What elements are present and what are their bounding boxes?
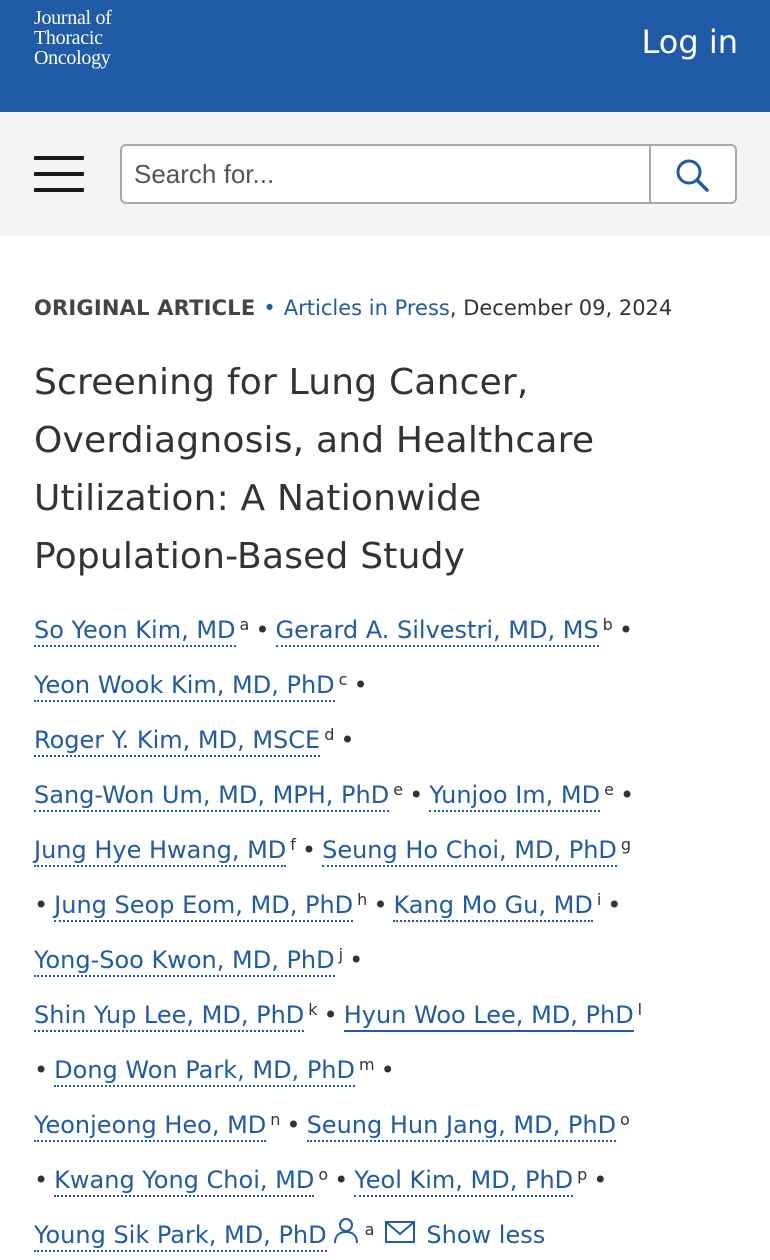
author-link[interactable]: Seung Hun Jang, MD, PhD bbox=[307, 1111, 616, 1142]
author-line bbox=[34, 600, 746, 655]
affiliation-marker[interactable]: j bbox=[338, 945, 344, 964]
author-separator: • bbox=[349, 946, 364, 974]
author-line bbox=[34, 765, 746, 820]
author-link[interactable]: Sang-Won Um, MD, MPH, PhD bbox=[34, 781, 389, 812]
title-line: Population-Based Study bbox=[34, 536, 466, 577]
author-line bbox=[34, 985, 746, 1040]
affiliation-marker[interactable]: o bbox=[620, 1110, 630, 1129]
author-separator: • bbox=[301, 836, 317, 864]
author-line bbox=[34, 1205, 746, 1260]
author-separator: • bbox=[618, 616, 633, 644]
affiliation-marker[interactable]: f bbox=[290, 835, 296, 854]
author-link[interactable]: Roger Y. Kim, MD, MSCE bbox=[34, 726, 320, 757]
author-link[interactable]: Seung Ho Choi, MD, PhD bbox=[322, 836, 617, 867]
title-line: Screening for Lung Cancer, bbox=[34, 362, 529, 403]
author-link[interactable]: Shin Yup Lee, MD, PhD bbox=[34, 1001, 304, 1032]
author-link[interactable]: Yeol Kim, MD, PhD bbox=[354, 1166, 573, 1197]
author-line bbox=[34, 820, 746, 875]
search-box bbox=[120, 144, 737, 204]
author-separator: • bbox=[607, 891, 622, 919]
author-link[interactable]: Yeon Wook Kim, MD, PhD bbox=[34, 671, 335, 702]
article-title bbox=[34, 354, 734, 586]
author-link[interactable]: Hyun Woo Lee, MD, PhD bbox=[344, 1001, 634, 1032]
author-separator: • bbox=[34, 1166, 49, 1194]
affiliation-marker[interactable]: e bbox=[604, 780, 614, 799]
author-separator: • bbox=[619, 781, 635, 809]
author-link[interactable]: Yong-Soo Kwon, MD, PhD bbox=[34, 946, 335, 977]
affiliation-marker[interactable]: e bbox=[393, 780, 404, 799]
author-line bbox=[34, 710, 746, 765]
search-input[interactable] bbox=[122, 146, 649, 202]
person-icon[interactable] bbox=[331, 1215, 361, 1245]
logo-line-1: Journal of bbox=[34, 7, 112, 29]
author-link[interactable]: Yeonjeong Heo, MD bbox=[34, 1111, 266, 1142]
logo-line-2: Thoracic bbox=[34, 27, 103, 49]
affiliation-marker[interactable]: d bbox=[324, 725, 335, 744]
author-separator: • bbox=[409, 781, 424, 809]
affiliation-marker[interactable]: m bbox=[358, 1055, 375, 1074]
top-header bbox=[0, 0, 770, 112]
search-button[interactable] bbox=[649, 146, 735, 202]
author-line bbox=[34, 1095, 746, 1150]
affiliation-marker[interactable]: c bbox=[338, 670, 348, 689]
show-less-link[interactable]: Show less bbox=[426, 1221, 546, 1249]
author-separator: • bbox=[593, 1166, 608, 1194]
author-separator: • bbox=[323, 1001, 338, 1029]
affiliation-marker[interactable]: i bbox=[596, 890, 602, 909]
author-link[interactable]: Jung Seop Eom, MD, PhD bbox=[54, 891, 353, 922]
author-separator: • bbox=[34, 891, 49, 919]
journal-logo[interactable] bbox=[34, 8, 112, 68]
author-separator: • bbox=[340, 726, 355, 754]
author-separator: • bbox=[255, 616, 270, 644]
author-link[interactable]: Yunjoo Im, MD bbox=[429, 781, 600, 812]
author-link[interactable]: Jung Hye Hwang, MD bbox=[34, 836, 286, 867]
author-separator: • bbox=[380, 1056, 395, 1084]
article-meta bbox=[34, 293, 744, 323]
affiliation-marker[interactable]: h bbox=[357, 890, 368, 909]
article-type: ORIGINAL ARTICLE bbox=[34, 296, 256, 320]
articles-in-press-link[interactable]: Articles in Press bbox=[283, 296, 450, 320]
affiliation-marker[interactable]: a bbox=[239, 615, 250, 634]
author-link[interactable]: Dong Won Park, MD, PhD bbox=[54, 1056, 355, 1087]
author-line bbox=[34, 875, 746, 930]
author-separator: • bbox=[34, 1056, 49, 1084]
author-line bbox=[34, 655, 746, 710]
article-date: , December 09, 2024 bbox=[449, 296, 673, 320]
affiliation-marker[interactable]: g bbox=[620, 835, 632, 854]
meta-separator: • bbox=[263, 296, 276, 320]
affiliation-marker[interactable]: n bbox=[270, 1110, 281, 1129]
title-line: Overdiagnosis, and Healthcare bbox=[34, 420, 595, 461]
author-link[interactable]: Gerard A. Silvestri, MD, MS bbox=[276, 616, 599, 647]
logo-line-3: Oncology bbox=[34, 47, 111, 69]
affiliation-marker[interactable]: a bbox=[364, 1220, 375, 1239]
login-link[interactable]: Log in bbox=[641, 23, 738, 61]
hamburger-menu-icon[interactable] bbox=[34, 156, 84, 192]
title-line: Utilization: A Nationwide bbox=[34, 478, 482, 519]
magnifier-icon bbox=[674, 157, 712, 193]
author-link[interactable]: Kwang Yong Choi, MD bbox=[54, 1166, 314, 1197]
author-link[interactable]: So Yeon Kim, MD bbox=[34, 616, 236, 647]
author-link[interactable]: Kang Mo Gu, MD bbox=[393, 891, 592, 922]
author-line bbox=[34, 1040, 746, 1095]
affiliation-marker[interactable]: o bbox=[318, 1165, 329, 1184]
author-separator: • bbox=[334, 1166, 349, 1194]
author-link[interactable]: Young Sik Park, MD, PhD bbox=[34, 1221, 327, 1252]
envelope-icon[interactable] bbox=[384, 1219, 416, 1245]
affiliation-marker[interactable]: l bbox=[637, 1000, 643, 1019]
author-separator: • bbox=[373, 891, 388, 919]
author-list bbox=[34, 600, 746, 1260]
author-line bbox=[34, 930, 746, 985]
affiliation-marker[interactable]: b bbox=[602, 615, 613, 634]
affiliation-marker[interactable]: p bbox=[577, 1165, 588, 1184]
author-separator: • bbox=[353, 671, 368, 699]
affiliation-marker[interactable]: k bbox=[308, 1000, 318, 1019]
author-separator: • bbox=[286, 1111, 301, 1139]
author-line bbox=[34, 1150, 746, 1205]
